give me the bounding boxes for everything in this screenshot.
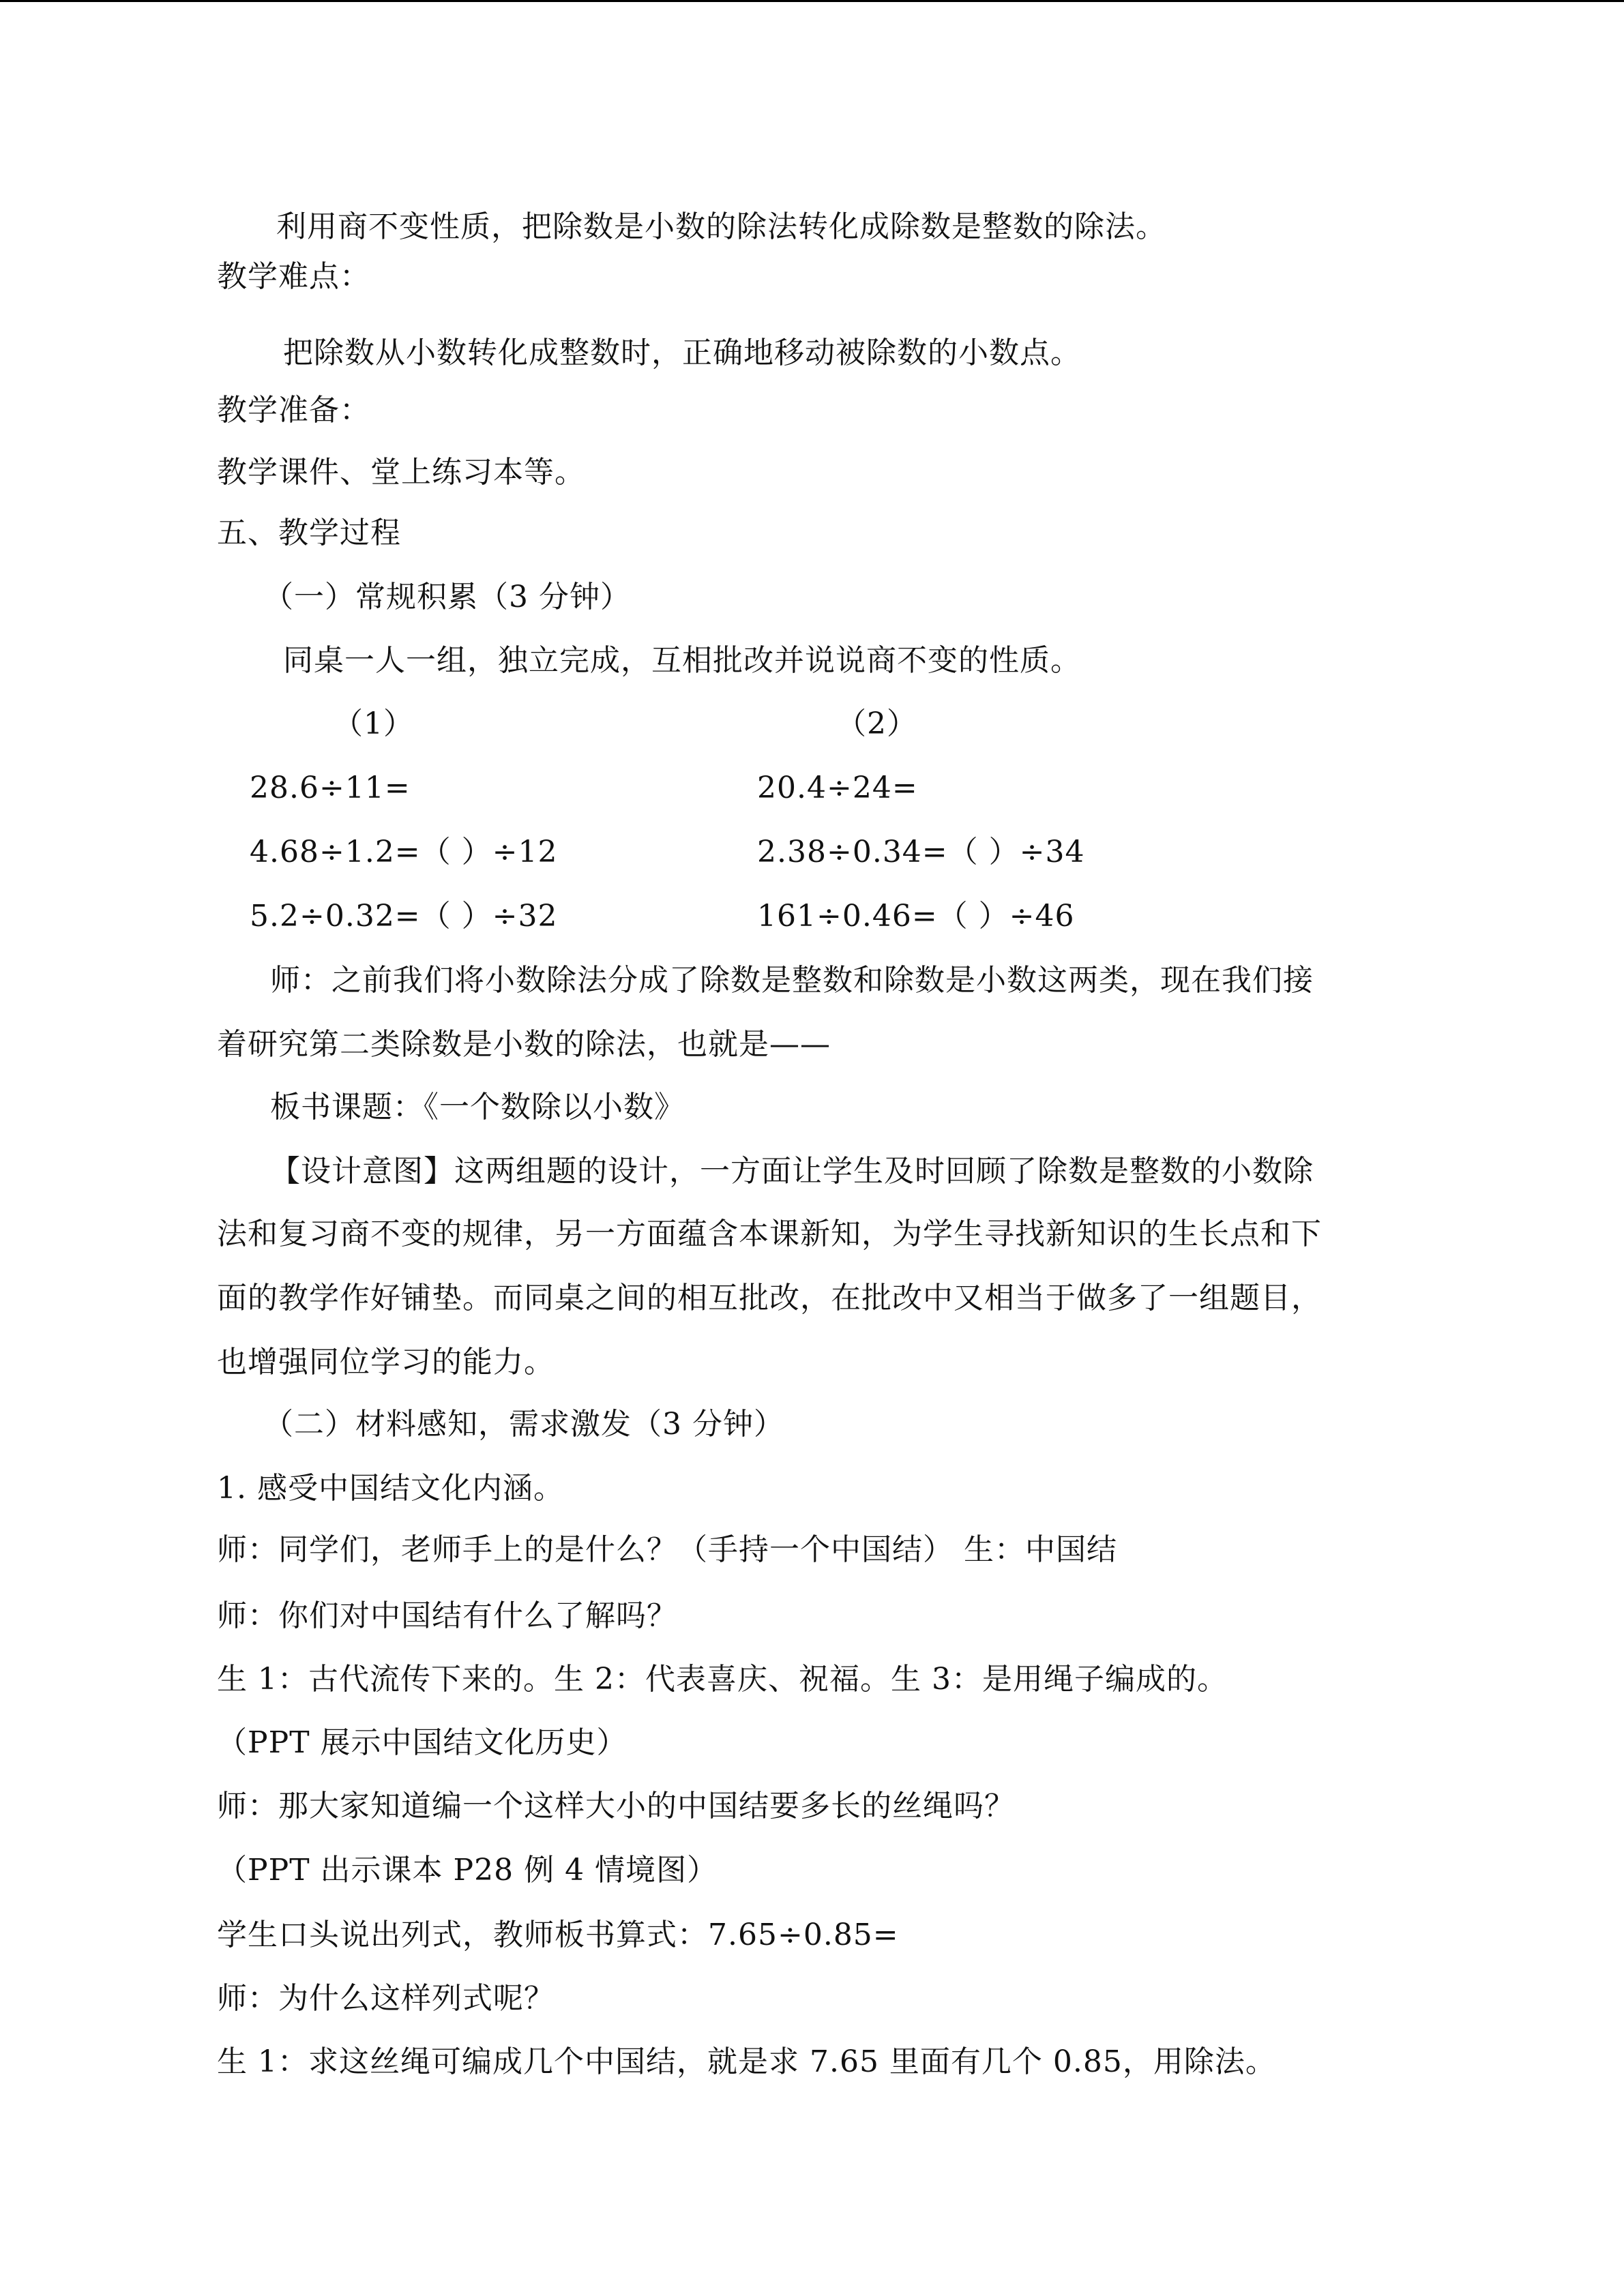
ppt-note: （PPT 展示中国结文化历史） xyxy=(217,1725,628,1760)
dialogue-line: 学生口头说出列式，教师板书算式：7.65÷0.85= xyxy=(217,1918,899,1952)
dialogue-line: 生 1：古代流传下来的。生 2：代表喜庆、祝福。生 3：是用绳子编成的。 xyxy=(217,1662,1228,1697)
dialogue-line: 师：那大家知道编一个这样大小的中国结要多长的丝绳吗？ xyxy=(217,1789,1015,1823)
exercise-item: 28.6÷11= xyxy=(250,771,411,805)
exercise-item: 20.4÷24= xyxy=(757,771,918,805)
dialogue-line: 师：为什么这样列式呢？ xyxy=(217,1981,555,2016)
design-intent-cont: 面的教学作好铺垫。而同桌之间的相互批改，在批改中又相当于做多了一组题目， xyxy=(217,1281,1322,1315)
board-title: 板书课题：《一个数除以小数》 xyxy=(270,1090,685,1124)
exercise-item: 4.68÷1.2=（ ）÷12 xyxy=(250,835,558,869)
step-1: 1. 感受中国结文化内涵。 xyxy=(217,1471,564,1506)
dialogue-line: 师：你们对中国结有什么了解吗？ xyxy=(217,1598,677,1633)
heading-preparation: 教学准备： xyxy=(217,393,370,428)
design-intent: 【设计意图】这两组题的设计，一方面让学生及时回顾了除数是整数的小数除 xyxy=(270,1154,1314,1189)
exercise-group-1-label: （1） xyxy=(333,706,414,741)
dialogue-line: 生 1：求这丝绳可编成几个中国结，就是求 7.65 里面有几个 0.85，用除法。 xyxy=(217,2044,1276,2079)
page-top-border xyxy=(0,0,1624,2)
subheading-material: （二）材料感知，需求激发（3 分钟） xyxy=(263,1407,784,1442)
design-intent-cont: 也增强同位学习的能力。 xyxy=(217,1345,555,1380)
routine-instruction: 同桌一人一组，独立完成，互相批改并说说商不变的性质。 xyxy=(283,643,1081,678)
teacher-dialogue-cont: 着研究第二类除数是小数的除法，也就是—— xyxy=(217,1027,831,1062)
exercise-item: 2.38÷0.34=（ ）÷34 xyxy=(757,835,1085,869)
preparation-text: 教学课件、堂上练习本等。 xyxy=(217,455,585,490)
heading-difficulty: 教学难点： xyxy=(217,259,370,294)
ppt-note: （PPT 出示课本 P28 例 4 情境图） xyxy=(217,1853,718,1888)
design-intent-cont: 法和复习商不变的规律，另一方面蕴含本课新知，为学生寻找新知识的生长点和下 xyxy=(217,1217,1322,1251)
key-point-text: 利用商不变性质，把除数是小数的除法转化成除数是整数的除法。 xyxy=(276,209,1166,244)
teacher-dialogue: 师：之前我们将小数除法分成了除数是整数和除数是小数这两类，现在我们接 xyxy=(270,963,1314,998)
subheading-routine: （一）常规积累（3 分钟） xyxy=(263,580,631,614)
exercise-item: 5.2÷0.32=（ ）÷32 xyxy=(250,899,558,934)
heading-process: 五、教学过程 xyxy=(217,516,401,550)
exercise-item: 161÷0.46=（ ）÷46 xyxy=(757,899,1075,934)
difficulty-text: 把除数从小数转化成整数时，正确地移动被除数的小数点。 xyxy=(283,336,1081,370)
dialogue-line: 师：同学们，老师手上的是什么？（手持一个中国结） 生：中国结 xyxy=(217,1532,1117,1567)
exercise-group-2-label: （2） xyxy=(836,706,917,741)
